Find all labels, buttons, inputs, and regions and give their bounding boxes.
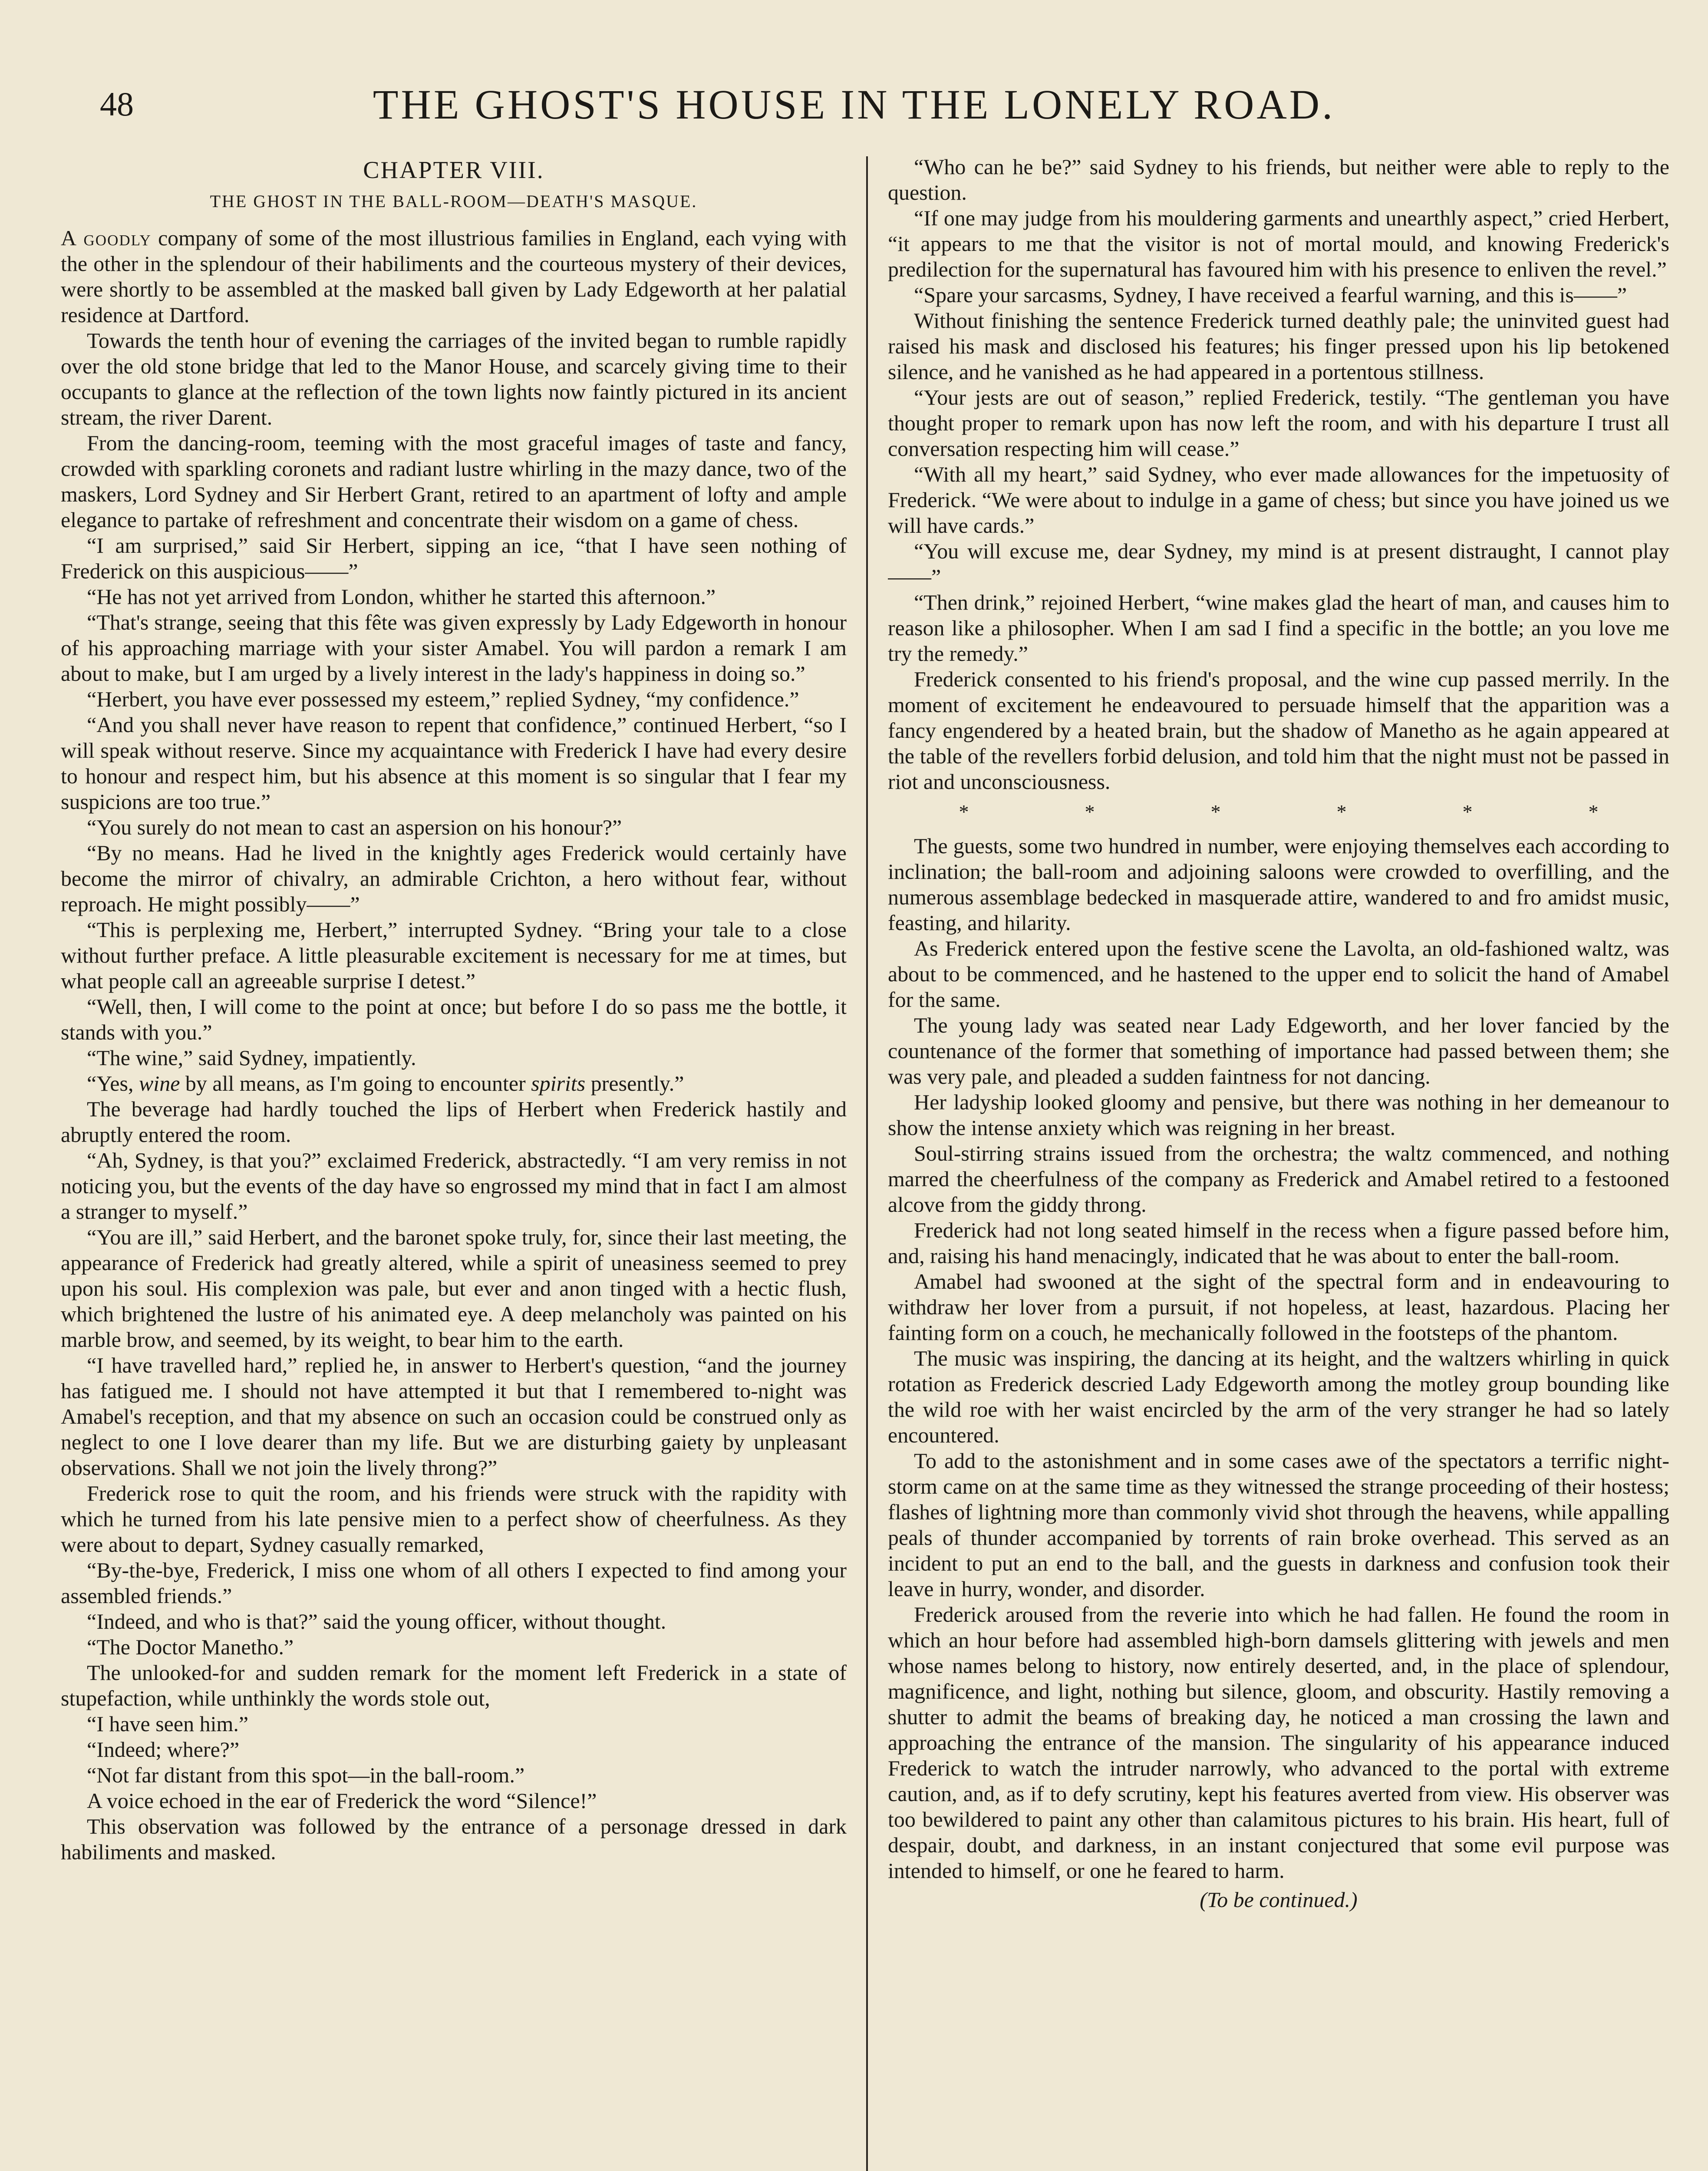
paragraph: “Spare your sarcasms, Sydney, I have received a fearful warning, and this is——” [914, 283, 1627, 307]
paragraph: The beverage had hardly touched the lips of Herbert when Frederick hastily and abruptly entered the room. [61, 1097, 847, 1147]
paragraph: “With all my heart,” said Sydney, who ever made allowances for the impetuosity of Frederick. “We were about to indulge in a game of chess; but since you have joined us we will have cards.” [888, 462, 1669, 538]
page-number: 48 [100, 85, 134, 123]
paragraph: The unlooked-for and sudden remark for the moment left Frederick in a state of stupefaction, while unthinkly the words stole out, [61, 1660, 847, 1710]
opening-paragraph-text: company of some of the most illustrious families in England, each vying with the other in the splendour of their habiliments and the courteous mystery of their devices, were shortly to be assembled at the masked ball given by Lady Edgeworth at her palatial residence at Dartford. [61, 226, 847, 327]
left-paragraphs-a [61, 328, 847, 1071]
spirits-emphasis: spirits [531, 1071, 586, 1095]
paragraph: Soul-stirring strains issued from the orchestra; the waltz commenced, and nothing marred the cheerfulness of the company as Frederick and Amabel retired to a festooned alcove from the giddy throng. [888, 1141, 1669, 1217]
star-separator: * [1462, 801, 1473, 823]
section-break-stars [901, 799, 1656, 825]
star-separator: * [1085, 801, 1095, 823]
paragraph: “Then drink,” rejoined Herbert, “wine makes glad the heart of man, and causes him to reason like a philosopher. When I am sad I find a specific in the bottle; an you love me try the remedy.” [888, 590, 1669, 666]
paragraph: “Indeed; where?” [87, 1737, 240, 1762]
right-column [888, 154, 1669, 2171]
wine-paragraph-part: by all means, as I'm going to encounter [180, 1071, 531, 1095]
paragraph: “You are ill,” said Herbert, and the baronet spoke truly, for, since their last meeting, the appearance of Frederick had greatly altered, while a spirit of uneasiness seemed to prey upon his soul. His complexion was pale, but ever and anon tinged with a hectic flush, which brightened the lustre of his animated eye. A deep melancholy was painted on his marble brow, and seemed, by its weight, to bear him to the earth. [61, 1225, 847, 1352]
opening-lead-words: A goodly [61, 226, 152, 250]
paragraph: Frederick aroused from the reverie into which he had fallen. He found the room in which an hour before had assembled high-born damsels glittering with jewels and men whose names belong to history, now entirely deserted, and, in the place of splendour, magnificence, and light, nothing but silence, gloom, and obscurity. Hastily removing a shutter to admit the beams of breaking day, he noticed a man crossing the lawn and approaching the entrance of the mansion. The singularity of his appearance induced Frederick to watch the intruder narrowly, who advanced to the portal with extreme caution, and, as if to defy scrutiny, kept his features averted from view. His observer was too bewildered to paint any other than calamitous pictures to his brain. His heart, full of despair, doubt, and darkness, in an instant conjectured that some evil purpose was intended to himself, or one he feared to harm. [888, 1602, 1669, 1883]
paragraph: “Not far distant from this spot—in the ball-room.” [87, 1763, 525, 1787]
wine-emphasis: wine [138, 1071, 180, 1095]
star-separator: * [1210, 801, 1221, 823]
paragraph: The young lady was seated near Lady Edgeworth, and her lover fancied by the countenance of the former that something of importance had passed between them; she was very pale, and pleaded a sudden faintness for not dancing. [888, 1013, 1669, 1089]
left-column [61, 154, 847, 2171]
paragraph: “Well, then, I will come to the point at once; but before I do so pass me the bottle, it stands with you.” [61, 994, 847, 1044]
star-separator: * [1336, 801, 1347, 823]
paragraph: Without finishing the sentence Frederick turned deathly pale; the uninvited guest had raised his mask and disclosed his features; his finger pressed upon his lip betokened silence, and he vanished as he had appeared in a portentous stillness. [888, 308, 1669, 384]
left-paragraphs-b [61, 1096, 847, 1865]
paragraph: “The Doctor Manetho.” [87, 1635, 294, 1659]
wine-spirits-paragraph [61, 1071, 847, 1096]
paragraph: “By-the-bye, Frederick, I miss one whom of all others I expected to find among your assembled friends.” [61, 1558, 847, 1608]
paragraph: “I have travelled hard,” replied he, in answer to Herbert's question, “and the journey has fatigued me. I should not have attempted it but that I remembered to-night was Amabel's reception, and that my absence on such an occasion could be construed only as neglect to one I love dearer than my life. But we are disturbing gaiety by unpleasant observations. Shall we not join the lively throng?” [61, 1353, 847, 1480]
star-separator: * [1588, 801, 1599, 823]
paragraph: This observation was followed by the entrance of a personage dressed in dark habiliments and masked. [61, 1814, 847, 1864]
paragraph: The guests, some two hundred in number, were enjoying themselves each according to inclination; the ball-room and adjoining saloons were crowded to overfilling, and the numerous assemblage bedecked in masquerade attire, wandered to and fro amidst music, feasting, and hilarity. [888, 834, 1669, 935]
paragraph: Frederick had not long seated himself in the recess when a figure passed before him, and, raising his hand menacingly, indicated that he was about to enter the ball-room. [888, 1218, 1669, 1268]
wine-paragraph-part: “Yes, [87, 1071, 139, 1095]
paragraph: “That's strange, seeing that this fête was given expressly by Lady Edgeworth in honour of his approaching marriage with your sister Amabel. You will pardon a remark I am about to make, but I am urged by a lively interest in the lady's happiness in doing so.” [61, 610, 847, 686]
page-header [100, 76, 1608, 137]
opening-paragraph [61, 225, 847, 328]
paragraph: “Who can he be?” said Sydney to his friends, but neither were able to reply to the question. [888, 155, 1669, 205]
right-paragraphs-b [888, 833, 1669, 1884]
column-divider [866, 156, 868, 2171]
paragraph: “You surely do not mean to cast an aspersion on his honour?” [87, 815, 622, 839]
paragraph: “I am surprised,” said Sir Herbert, sipping an ice, “that I have seen nothing of Frederick on this auspicious——” [61, 533, 847, 583]
paragraph: “The wine,” said Sydney, impatiently. [87, 1046, 416, 1070]
paragraph: “This is perplexing me, Herbert,” interrupted Sydney. “Bring your tale to a close without further preface. A little pleasurable excitement is necessary for me at times, but what people call an agreeable surprise I detest.” [61, 917, 847, 993]
right-paragraphs-a [888, 154, 1669, 795]
paragraph: “Your jests are out of season,” replied Frederick, testily. “The gentleman you have thought proper to remark upon has now left the room, and with his departure I trust all conversation respecting him will cease.” [888, 385, 1669, 461]
paragraph: Towards the tenth hour of evening the carriages of the invited began to rumble rapidly over the old stone bridge that led to the Manor House, and scarcely giving time to their occupants to glance at the reflection of the town lights now faintly pictured in its ancient stream, the river Darent. [61, 328, 847, 429]
paragraph: Her ladyship looked gloomy and pensive, but there was nothing in her demeanour to show the intense anxiety which was reigning in her breast. [888, 1090, 1669, 1140]
paragraph: A voice echoed in the ear of Frederick the word “Silence!” [87, 1788, 597, 1813]
paragraph: “You will excuse me, dear Sydney, my mind is at present distraught, I cannot play——” [888, 539, 1669, 589]
paragraph: From the dancing-room, teeming with the most graceful images of taste and fancy, crowded with sparkling coronets and radiant lustre whirling in the mazy dance, two of the maskers, Lord Sydney and Sir Herbert Grant, retired to an apartment of lofty and ample elegance to partake of refreshment and concentrate their wisdom on a game of chess. [61, 431, 847, 532]
paragraph: Amabel had swooned at the sight of the spectral form and in endeavouring to withdraw her lover from a pursuit, if not hopeless, at least, hazardous. Placing her fainting form on a couch, he mechanically followed in the footsteps of the phantom. [888, 1269, 1669, 1345]
star-separator: * [959, 801, 969, 823]
paragraph: “By no means. Had he lived in the knightly ages Frederick would certainly have become the mirror of chivalry, an admirable Crichton, a hero without fear, without reproach. He might possibly——” [61, 841, 847, 916]
paragraph: “Indeed, and who is that?” said the young officer, without thought. [87, 1609, 666, 1633]
paragraph: “He has not yet arrived from London, whither he started this afternoon.” [87, 584, 716, 609]
paragraph: The music was inspiring, the dancing at its height, and the waltzers whirling in quick rotation as Frederick descried Lady Edgeworth among the motley group bounding like the wild roe with her waist encircled by the arm of the very stranger he had so lately encountered. [888, 1346, 1669, 1447]
chapter-title: CHAPTER VIII. [363, 157, 544, 184]
to-be-continued: (To be continued.) [1200, 1887, 1358, 1912]
wine-paragraph-part: presently.” [585, 1071, 684, 1095]
paragraph: To add to the astonishment and in some cases awe of the spectators a terrific night-storm came on at the same time as they witnessed the strange proceeding of their hostess; flashes of lightning more than commonly vivid shot through the heavens, while appalling peals of thunder accompanied by torrents of rain broke overhead. This served as an incident to put an end to the ball, and the guests in darkness and confusion took their leave in hurry, wonder, and disorder. [888, 1448, 1669, 1601]
paragraph: “I have seen him.” [87, 1712, 249, 1736]
paragraph: Frederick rose to quit the room, and his friends were struck with the rapidity with which he turned from his late pensive mien to a perfect show of cheerfulness. As they were about to depart, Sydney casually remarked, [61, 1481, 847, 1557]
paragraph: “Herbert, you have ever possessed my esteem,” replied Sydney, “my confidence.” [87, 687, 799, 711]
paragraph: “Ah, Sydney, is that you?” exclaimed Frederick, abstractedly. “I am very remiss in not noticing you, but the events of the day have so engrossed my mind that in fact I am almost a stranger to myself.” [61, 1148, 847, 1224]
paragraph: “If one may judge from his mouldering garments and unearthly aspect,” cried Herbert, “it appears to me that the visitor is not of mortal mould, and knowing Frederick's predilection for the supernatural has favoured him with his presence to enliven the revel.” [888, 206, 1669, 281]
paragraph: As Frederick entered upon the festive scene the Lavolta, an old-fashioned waltz, was about to be commenced, and he hastened to the upper end to solicit the hand of Amabel for the same. [888, 936, 1669, 1012]
paragraph: “And you shall never have reason to repent that confidence,” continued Herbert, “so I will speak without reserve. Since my acquaintance with Frederick I have had every desire to honour and respect him, but his absence at this moment is so singular that I fear my suspicions are too true.” [61, 713, 847, 814]
paragraph: Frederick consented to his friend's proposal, and the wine cup passed merrily. In the moment of excitement he endeavoured to persuade himself that the apparition was a fancy engendered by a heated brain, but the shadow of Manetho as he again appeared at the table of the revellers forbid delusion, and told him that the night must not be passed in riot and unconsciousness. [888, 667, 1669, 794]
chapter-subtitle: THE GHOST IN THE BALL-ROOM—DEATH'S MASQUE. [210, 191, 698, 211]
running-title: THE GHOST'S HOUSE IN THE LONELY ROAD. [373, 81, 1335, 128]
